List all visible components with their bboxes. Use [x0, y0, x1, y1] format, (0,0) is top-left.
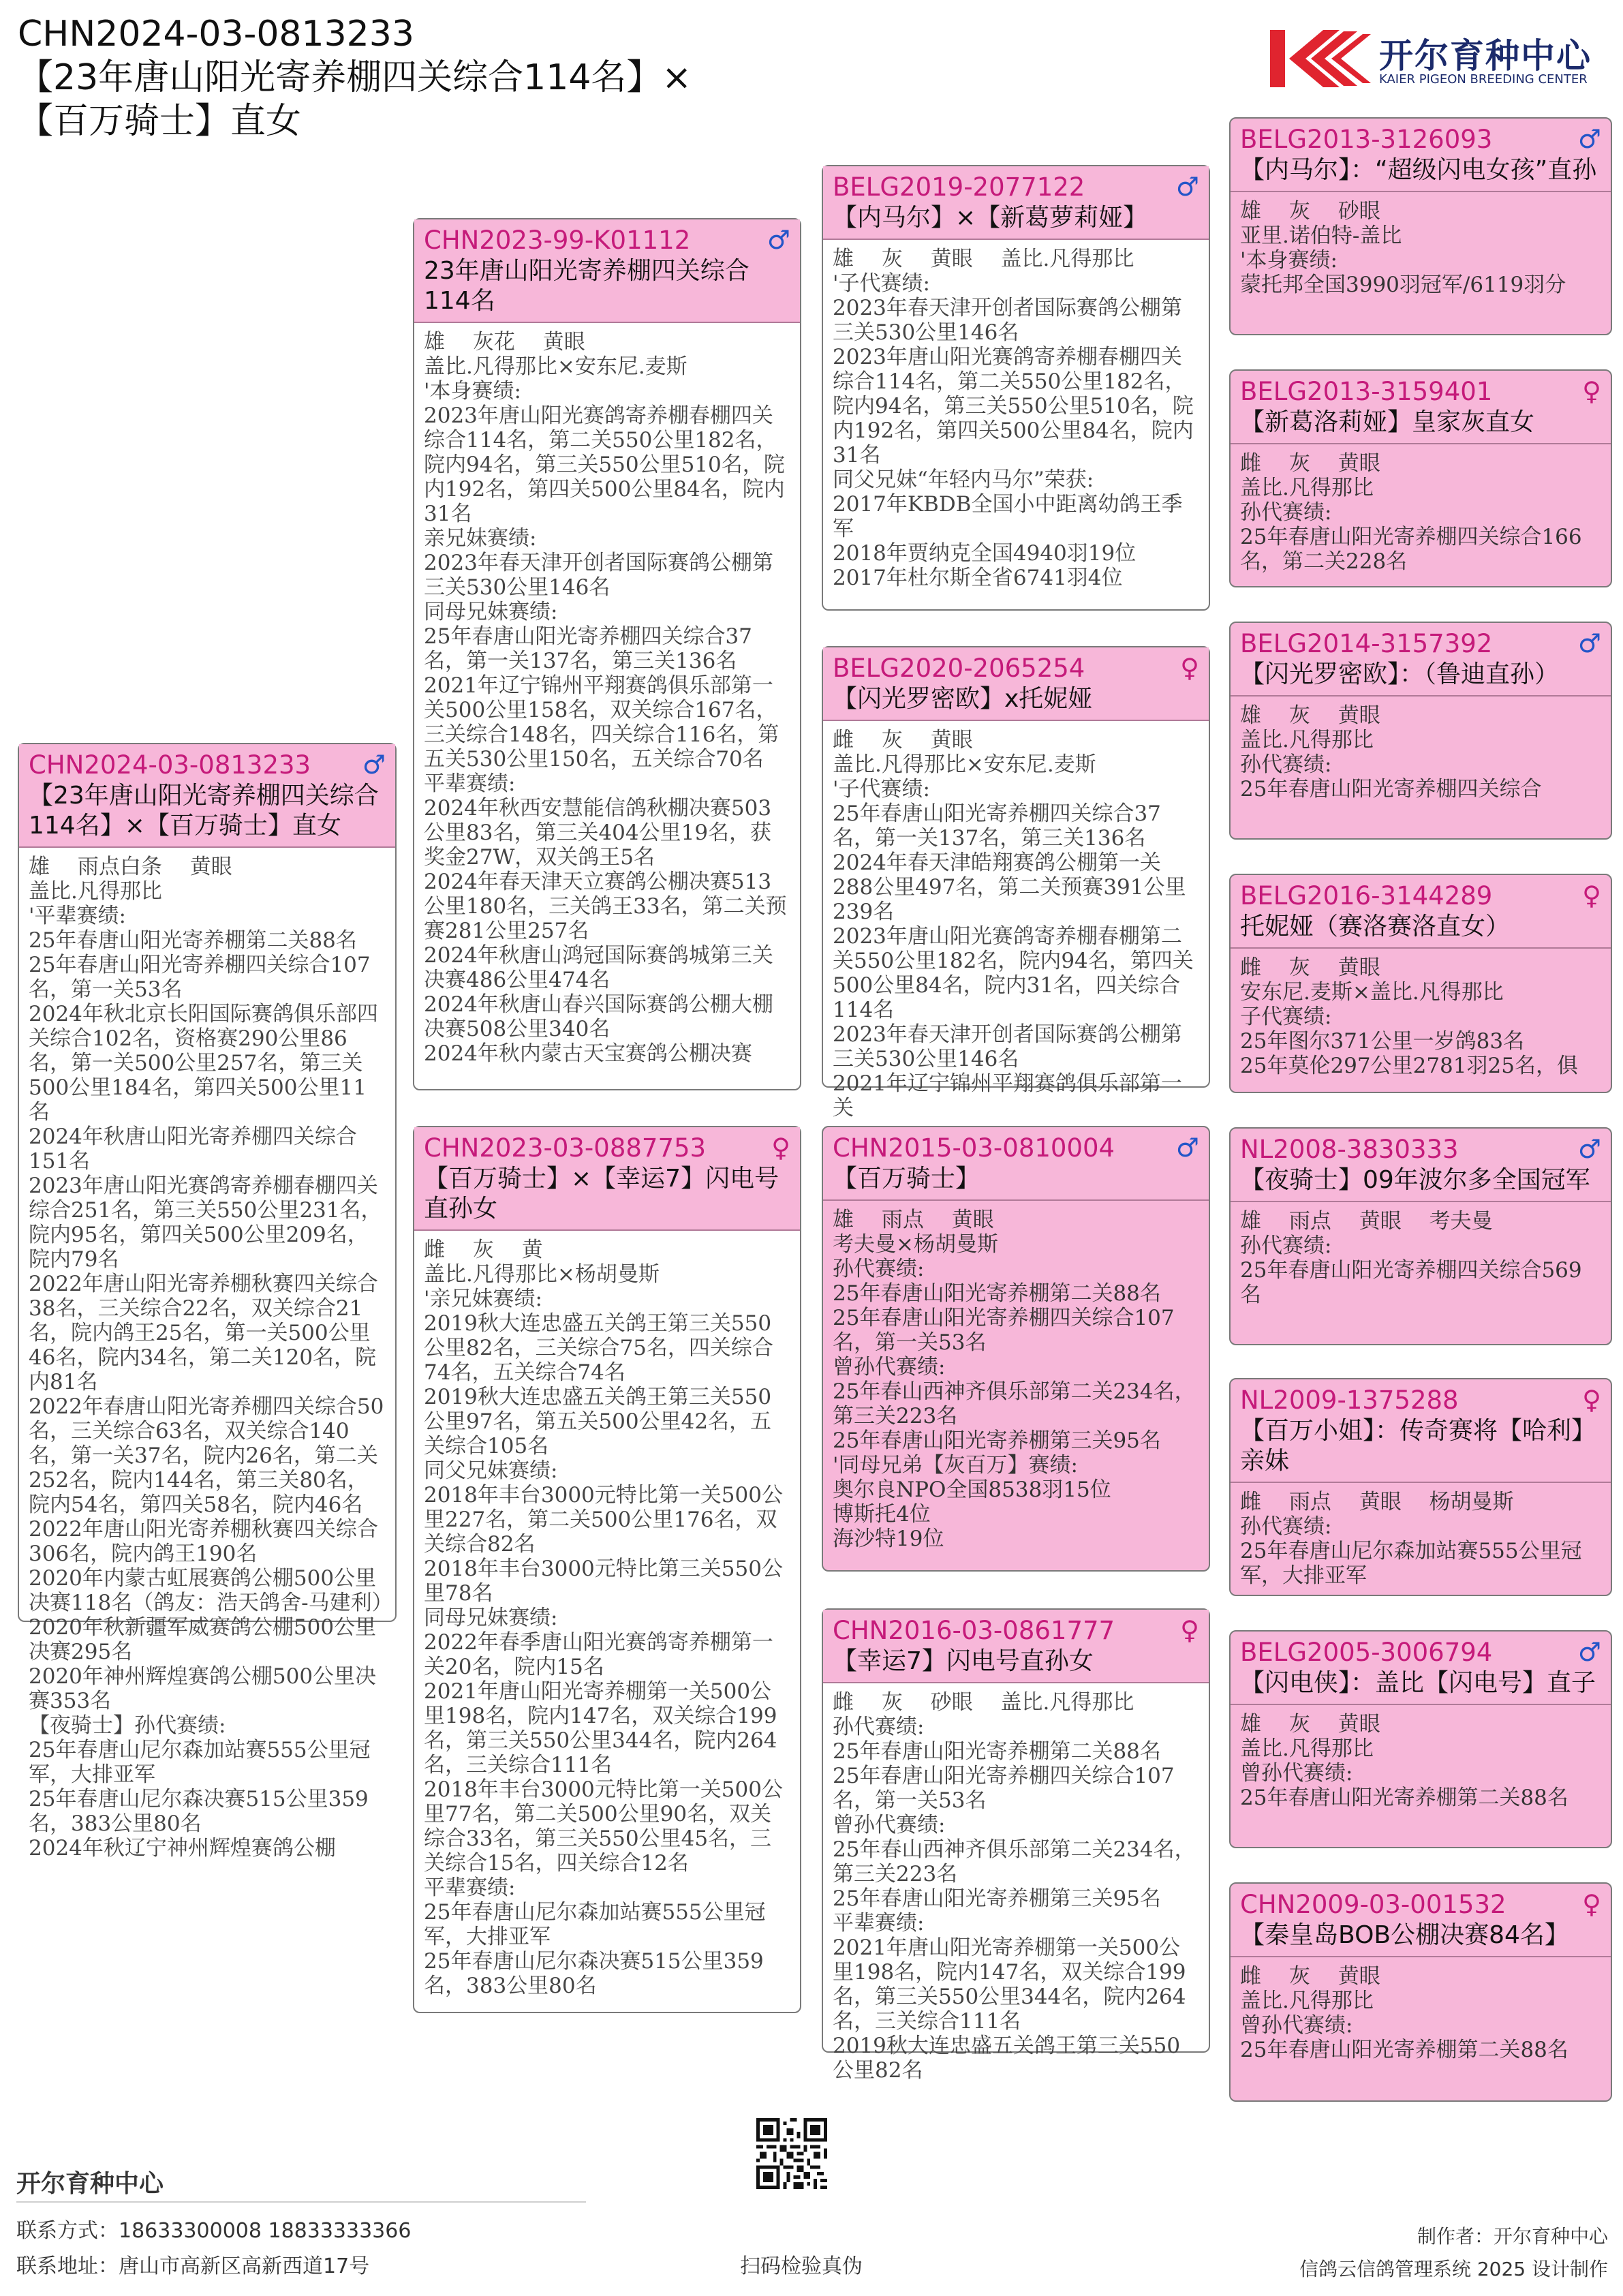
- record-line: 25年春唐山阳光寄养棚第二关88名: [833, 1739, 1161, 1764]
- kaier-logo: [1269, 20, 1609, 95]
- pigeon-name: 【百万骑士】: [833, 1165, 980, 1193]
- male-symbol-icon: ♂: [1175, 172, 1199, 202]
- record-line: 2022年唐山阳光寄养棚秋赛四关综合38名，三关综合22名，双关综合21名，院内鸽王25名，第一关500公里46名，院内34名，第二关120名，院内81名: [29, 1272, 378, 1394]
- record-line: 亚里.诺伯特-盖比: [1240, 224, 1402, 248]
- card-header: [823, 166, 1209, 240]
- record-line: 2021年唐山阳光寄养棚第一关500公里198名，院内147名，双关综合199名，第三关550公里344名，院内264名，三关综合111名: [424, 1679, 777, 1777]
- card-dss[interactable]: [1229, 1127, 1612, 1345]
- record-line: 25年春唐山阳光寄养棚四关综合: [1240, 777, 1542, 801]
- record-line: 2023年唐山阳光赛鸽寄养棚春棚四关综合114名，第二关550公里182名，院内94名，第三关550公里510名，院内192名，第四关500公里84名，院内31名: [833, 345, 1194, 468]
- card-header: [1231, 1129, 1611, 1202]
- ring-number: BELG2013-3126093: [1240, 125, 1493, 154]
- female-symbol-icon: ♀: [1582, 376, 1601, 406]
- record-line: 雌 雨点 黄眼 杨胡曼斯: [1240, 1490, 1514, 1514]
- record-line: 2022年春季唐山阳光赛鸽寄养棚第一关20名，院内15名: [424, 1630, 773, 1679]
- card-dam-sire[interactable]: [822, 1126, 1210, 1572]
- record-line: 2023年唐山阳光赛鸽寄养棚春棚四关综合114名，第二关550公里182名，院内94名，第三关550公里510名，院内192名，第四关500公里84名，院内31名: [424, 403, 785, 526]
- record-line: 25年春唐山阳光寄养棚四关综合107名，第一关53名: [833, 1306, 1175, 1355]
- record-line: 雌 灰 黄眼: [833, 728, 973, 752]
- pigeon-name: 【夜骑士】09年波尔多全国冠军: [1240, 1166, 1590, 1194]
- card-body: [1231, 949, 1611, 1085]
- card-header: [19, 744, 395, 848]
- card-header: [414, 219, 800, 323]
- record-line: 2024年秋唐山阳光寄养棚四关综合151名: [29, 1124, 357, 1174]
- record-line: 曾孙代赛绩:: [1240, 1761, 1353, 1786]
- record-line: '子代赛绩:: [833, 271, 930, 296]
- card-ddd[interactable]: [1229, 1882, 1612, 2102]
- title-ring: CHN2024-03-0813233: [18, 14, 414, 55]
- record-line: 2018年贾纳克全国4940羽19位: [833, 541, 1137, 566]
- record-line: 2017年杜尔斯全省6741羽4位: [833, 566, 1123, 590]
- footer-phone: 联系方式：18633300008 18833333366: [16, 2219, 412, 2243]
- title-line-2: 【百万骑士】直女: [18, 101, 302, 142]
- record-line: 2018年丰台3000元特比第一关500公里227名，第二关500公里176名，双关综合82名: [424, 1483, 783, 1557]
- record-line: '本身赛绩:: [1240, 248, 1338, 273]
- record-line: 2024年秋辽宁神州辉煌赛鸽公棚: [29, 1836, 336, 1861]
- card-header: [823, 1127, 1209, 1201]
- record-line: 2023年春天津开创者国际赛鸽公棚第三关530公里146名: [833, 296, 1182, 345]
- card-sire[interactable]: [413, 218, 801, 1090]
- record-line: 2023年唐山阳光赛鸽寄养棚春棚第二关550公里182名，院内94名，第四关500公里84名，院内31名，四关综合114名: [833, 924, 1194, 1022]
- pigeon-name: 【内马尔】：“超级闪电女孩”直孙: [1240, 156, 1597, 184]
- record-line: 考夫曼×杨胡曼斯: [833, 1232, 998, 1257]
- ring-number: NL2009-1375288: [1240, 1386, 1459, 1415]
- record-line: 蒙托邦全国3990羽冠军/6119羽分: [1240, 273, 1566, 297]
- ring-number: CHN2024-03-0813233: [29, 750, 311, 780]
- record-line: 雄 灰 黄眼: [1240, 1712, 1380, 1736]
- title-line-1: 【23年唐山阳光寄养棚四关综合114名】×: [18, 57, 692, 98]
- record-line: 2019秋大连忠盛五关鸽王第三关550公里82名，三关综合75名，四关综合74名，五关综合74名: [424, 1311, 773, 1385]
- record-line: 雄 灰 砂眼: [1240, 199, 1380, 224]
- record-line: 孙代赛绩:: [1240, 1234, 1332, 1258]
- record-line: 25年春唐山尼尔森加站赛555公里冠军，大排亚军: [1240, 1539, 1582, 1588]
- record-line: 2020年内蒙古虹展赛鸽公棚500公里决赛118名（鸽友：浩天鸽舍-马建利）: [29, 1566, 393, 1615]
- record-line: 25年春唐山尼尔森加站赛555公里冠军，大排亚军: [29, 1738, 371, 1787]
- record-line: 25年莫伦297公里2781羽25名，俱: [1240, 1054, 1578, 1078]
- record-line: 2019秋大连忠盛五关鸽王第三关550公里97名，第五关500公里42名，五关综合105名: [424, 1385, 772, 1458]
- record-line: 盖比.凡得那比: [1240, 728, 1374, 752]
- record-line: 2024年秋内蒙古天宝赛鸽公棚决赛: [424, 1041, 752, 1066]
- card-dds[interactable]: [1229, 1630, 1612, 1848]
- record-line: 25年图尔371公里一岁鸽83名: [1240, 1029, 1525, 1054]
- record-line: 子代赛绩:: [1240, 1005, 1332, 1029]
- ring-number: CHN2009-03-001532: [1240, 1890, 1506, 1919]
- record-line: 曾孙代赛绩:: [833, 1813, 946, 1837]
- record-line: 雄 灰花 黄眼: [424, 330, 585, 354]
- record-line: 盖比.凡得那比: [1240, 476, 1374, 500]
- card-dsd[interactable]: [1229, 1378, 1612, 1596]
- card-body: [414, 1231, 800, 2005]
- male-symbol-icon: ♂: [1175, 1133, 1199, 1163]
- card-ssd[interactable]: [1229, 369, 1612, 587]
- record-line: 25年春唐山阳光寄养棚第二关88名: [1240, 1786, 1568, 1810]
- male-symbol-icon: ♂: [1577, 1637, 1601, 1667]
- record-line: 2024年春天津天立赛鸽公棚决赛513公里180名，三关鸽王33名，第二关预赛281公里257名: [424, 870, 787, 943]
- ring-number: BELG2013-3159401: [1240, 377, 1493, 406]
- record-line: 2019秋大连忠盛五关鸽王第三关550公里82名: [833, 2034, 1181, 2083]
- record-line: 2020年秋新疆军威赛鸽公棚500公里决赛295名: [29, 1615, 377, 1664]
- card-header: [1231, 1379, 1611, 1483]
- card-body: [823, 1683, 1209, 2090]
- record-line: 25年春唐山尼尔森决赛515公里359名，383公里80名: [424, 1949, 764, 1998]
- record-line: 2018年丰台3000元特比第三关550公里78名: [424, 1557, 783, 1606]
- record-line: 雄 灰 黄眼: [1240, 703, 1380, 728]
- record-line: 亲兄妹赛绩:: [424, 526, 537, 551]
- pigeon-name: 【闪光罗密欧】x托妮娅: [833, 685, 1093, 713]
- card-header: [823, 1610, 1209, 1683]
- ring-number: CHN2015-03-0810004: [833, 1133, 1115, 1163]
- ring-number: BELG2020-2065254: [833, 654, 1085, 683]
- card-header: [1231, 623, 1611, 697]
- card-body: [19, 848, 395, 1867]
- card-sire-dam[interactable]: [822, 646, 1210, 1120]
- pigeon-name: 23年唐山阳光寄养棚四关综合114名: [424, 257, 749, 315]
- ring-number: BELG2014-3157392: [1240, 629, 1493, 658]
- record-line: 盖比.凡得那比×安东尼.麦斯: [424, 354, 687, 379]
- record-line: 25年春唐山尼尔森加站赛555公里冠军，大排亚军: [424, 1900, 766, 1949]
- record-line: 盖比.凡得那比: [29, 879, 162, 904]
- record-line: 25年春唐山阳光寄养棚四关综合37名，第一关137名，第三关136名: [833, 801, 1161, 851]
- card-subject[interactable]: [18, 743, 397, 1861]
- card-body: [1231, 444, 1611, 581]
- male-symbol-icon: ♂: [767, 225, 790, 255]
- logo-chinese-name: 开尔育种中心: [1379, 36, 1592, 76]
- record-line: '子代赛绩:: [833, 777, 930, 801]
- record-line: 2021年辽宁锦州平翔赛鸽俱乐部第一关: [833, 1071, 1182, 1120]
- record-line: 盖比.凡得那比×杨胡曼斯: [424, 1262, 660, 1287]
- record-line: 25年春唐山阳光寄养棚第二关88名: [1240, 2038, 1568, 2062]
- record-line: '平辈赛绩:: [29, 904, 126, 928]
- record-line: 雄 灰 黄眼 盖比.凡得那比: [833, 247, 1134, 271]
- card-body: [1231, 192, 1611, 304]
- footer-maker: 制作者：开尔育种中心: [1417, 2225, 1608, 2248]
- pedigree-title: [18, 12, 835, 143]
- pigeon-name: 【内马尔】×【新葛萝莉娅】: [833, 204, 1148, 232]
- record-line: 2018年丰台3000元特比第一关500公里77名，第二关500公里90名，双关综合33名，第三关550公里45名，三关综合15名，四关综合12名: [424, 1777, 783, 1876]
- record-line: '同母兄弟【灰百万】赛绩:: [833, 1453, 1078, 1478]
- record-line: 2021年辽宁锦州平翔赛鸽俱乐部第一关500公里158名，双关综合167名，三关综合148名，四关综合116名，第五关530公里150名，五关综合70名: [424, 673, 779, 771]
- record-line: 25年春唐山阳光寄养棚第三关95名: [833, 1886, 1161, 1911]
- footer-address: 联系地址：唐山市高新区高新西道17号: [16, 2254, 370, 2278]
- card-body: [414, 323, 800, 1073]
- record-line: 孙代赛绩:: [833, 1715, 925, 1739]
- record-line: 【夜骑士】孙代赛绩:: [29, 1713, 226, 1738]
- record-line: 2023年春天津开创者国际赛鸽公棚第三关530公里146名: [424, 551, 773, 600]
- card-dam-dam[interactable]: [822, 1608, 1210, 2083]
- record-line: 2024年秋西安慧能信鸽秋棚决赛503公里83名，第三关404公里19名，获奖金27W，双关鸽王5名: [424, 796, 772, 870]
- qr-code-icon[interactable]: [756, 2118, 827, 2189]
- footer-company-name: 开尔育种中心: [16, 2170, 164, 2198]
- pigeon-name: 【闪电侠】：盖比【闪电号】直子: [1240, 1669, 1596, 1697]
- record-line: 25年春唐山阳光寄养棚四关综合37名，第一关137名，第三关136名: [424, 624, 752, 673]
- female-symbol-icon: ♀: [771, 1133, 790, 1163]
- pigeon-name: 托妮娅（赛洛赛洛直女）: [1240, 913, 1511, 940]
- record-line: 平辈赛绩:: [424, 771, 516, 796]
- card-header: [1231, 119, 1611, 192]
- record-line: 孙代赛绩:: [1240, 500, 1332, 525]
- record-line: 2024年秋唐山鸿冠国际赛鸽城第三关决赛486公里474名: [424, 943, 773, 992]
- record-line: 平辈赛绩:: [424, 1876, 516, 1900]
- record-line: 雄 雨点 黄眼 考夫曼: [1240, 1209, 1493, 1234]
- qr-verify-label: 扫码检验真伪: [740, 2254, 863, 2278]
- ring-number: NL2008-3830333: [1240, 1135, 1459, 1164]
- pigeon-name: 【闪光罗密欧】：（鲁迪直孙）: [1240, 660, 1560, 688]
- footer-divider: [16, 2201, 586, 2203]
- female-symbol-icon: ♀: [1582, 1889, 1601, 1919]
- record-line: 25年春山西神齐俱乐部第二关234名，第三关223名: [833, 1837, 1196, 1886]
- record-line: 同母兄妹赛绩:: [424, 600, 558, 624]
- male-symbol-icon: ♂: [1577, 124, 1601, 154]
- ring-number: CHN2023-03-0887753: [424, 1133, 707, 1163]
- record-line: 同母兄妹赛绩:: [424, 1606, 558, 1630]
- footer-credits: [1299, 2220, 1608, 2286]
- kaier-logo-icon: [1269, 25, 1371, 93]
- ring-number: BELG2016-3144289: [1240, 881, 1493, 910]
- record-line: 盖比.凡得那比: [1240, 1736, 1374, 1761]
- record-line: 雌 灰 黄眼: [1240, 1964, 1380, 1989]
- footer-contact-block: [16, 2214, 411, 2284]
- card-body: [823, 721, 1209, 1127]
- card-sire-sire[interactable]: [822, 165, 1210, 611]
- card-header: [823, 647, 1209, 721]
- card-body: [1231, 1483, 1611, 1595]
- card-sds[interactable]: [1229, 622, 1612, 840]
- record-line: 雌 灰 黄眼: [1240, 955, 1380, 980]
- record-line: 曾孙代赛绩:: [1240, 2013, 1353, 2038]
- record-line: 2017年KBDB全国小中距离幼鸽王季军: [833, 492, 1183, 541]
- pigeon-name: 【百万小姐】：传奇赛将【哈利】亲妹: [1240, 1417, 1596, 1475]
- pigeon-name: 【幸运7】闪电号直孙女: [833, 1647, 1094, 1675]
- record-line: 同父兄妹赛绩:: [424, 1458, 558, 1483]
- record-line: 博斯托4位: [833, 1502, 931, 1527]
- record-line: 雄 雨点白条 黄眼: [29, 855, 232, 879]
- record-line: 雌 灰 砂眼 盖比.凡得那比: [833, 1690, 1134, 1715]
- male-symbol-icon: ♂: [1577, 1134, 1601, 1164]
- male-symbol-icon: ♂: [1577, 628, 1601, 658]
- record-line: 平辈赛绩:: [833, 1911, 925, 1935]
- record-line: 25年春唐山阳光寄养棚四关综合107名，第一关53名: [833, 1764, 1175, 1813]
- record-line: 盖比.凡得那比×安东尼.麦斯: [833, 752, 1096, 777]
- footer-system: 信鸽云信鸽管理系统 2025 设计制作: [1299, 2258, 1608, 2280]
- card-body: [1231, 1705, 1611, 1817]
- record-line: 2023年春天津开创者国际赛鸽公棚第三关530公里146名: [833, 1022, 1182, 1071]
- record-line: 雌 灰 黄眼: [1240, 451, 1380, 476]
- female-symbol-icon: ♀: [1180, 1615, 1199, 1645]
- record-line: 25年春山西神齐俱乐部第二关234名，第三关223名: [833, 1379, 1196, 1428]
- record-line: 25年春唐山阳光寄养棚第三关95名: [833, 1428, 1161, 1453]
- record-line: 25年春唐山阳光寄养棚四关综合107名，第一关53名: [29, 953, 371, 1002]
- female-symbol-icon: ♀: [1582, 1385, 1601, 1415]
- record-line: 2023年唐山阳光赛鸽寄养棚春棚四关综合251名，第三关550公里231名，院内95名，第四关500公里209名，院内79名: [29, 1174, 382, 1272]
- male-symbol-icon: ♂: [362, 750, 386, 780]
- record-line: 2024年春天津皓翔赛鸽公棚第一关288公里497名，第二关预赛391公里239名: [833, 851, 1186, 924]
- female-symbol-icon: ♀: [1582, 881, 1601, 910]
- record-line: 海沙特19位: [833, 1527, 944, 1551]
- pigeon-name: 【秦皇岛BOB公棚决赛84名】: [1240, 1921, 1569, 1949]
- record-line: 安东尼.麦斯×盖比.凡得那比: [1240, 980, 1504, 1005]
- ring-number: BELG2019-2077122: [833, 172, 1085, 202]
- card-body: [823, 1201, 1209, 1558]
- record-line: 25年春唐山阳光寄养棚四关综合569名: [1240, 1258, 1582, 1307]
- logo-english-name: KAIER PIGEON BREEDING CENTER: [1379, 72, 1588, 87]
- card-header: [1231, 875, 1611, 949]
- record-line: 曾孙代赛绩:: [833, 1355, 946, 1379]
- record-line: 2024年秋北京长阳国际赛鸽俱乐部四关综合102名，资格赛290公里86名，第一关500公里257名，第三关500公里184名，第四关500公里11名: [29, 1002, 378, 1124]
- card-header: [414, 1127, 800, 1231]
- card-body: [1231, 697, 1611, 808]
- record-line: 雄 雨点 黄眼: [833, 1208, 994, 1232]
- pigeon-name: 【百万骑士】×【幸运7】闪电号直孙女: [424, 1165, 779, 1223]
- record-line: '亲兄妹赛绩:: [424, 1287, 542, 1311]
- ring-number: CHN2016-03-0861777: [833, 1616, 1115, 1645]
- record-line: 孙代赛绩:: [1240, 1514, 1332, 1539]
- ring-number: CHN2023-99-K01112: [424, 226, 691, 255]
- record-line: 2024年秋唐山春兴国际赛鸽公棚大棚决赛508公里340名: [424, 992, 773, 1041]
- record-line: 25年春唐山尼尔森决赛515公里359名，383公里80名: [29, 1787, 369, 1836]
- card-header: [1231, 1884, 1611, 1957]
- record-line: 25年春唐山阳光寄养棚四关综合166名，第二关228名: [1240, 525, 1582, 574]
- record-line: 2022年春唐山阳光寄养棚四关综合50名，三关综合63名，双关综合140名，第一关37名，院内26名，第二关252名，院内144名，第三关80名，院内54名，第四关58名，院内46名: [29, 1394, 384, 1517]
- card-sss[interactable]: [1229, 117, 1612, 335]
- record-line: 雌 灰 黄: [424, 1238, 543, 1262]
- card-body: [823, 240, 1209, 597]
- pigeon-name: 【新葛洛莉娅】皇家灰直女: [1240, 408, 1535, 436]
- record-line: 孙代赛绩:: [1240, 752, 1332, 777]
- card-body: [1231, 1202, 1611, 1314]
- record-line: 2022年唐山阳光寄养棚秋赛四关综合306名，院内鸽王190名: [29, 1517, 378, 1566]
- record-line: 2021年唐山阳光寄养棚第一关500公里198名，院内147名，双关综合199名，第三关550公里344名，院内264名，三关综合111名: [833, 1935, 1186, 2034]
- card-sdd[interactable]: [1229, 874, 1612, 1093]
- record-line: 盖比.凡得那比: [1240, 1989, 1374, 2013]
- female-symbol-icon: ♀: [1180, 653, 1199, 683]
- record-line: 孙代赛绩:: [833, 1257, 925, 1281]
- card-header: [1231, 1632, 1611, 1705]
- ring-number: BELG2005-3006794: [1240, 1638, 1493, 1667]
- record-line: 25年春唐山阳光寄养棚第二关88名: [833, 1281, 1161, 1306]
- record-line: 2020年神州辉煌赛鸽公棚500公里决赛353名: [29, 1664, 377, 1713]
- record-line: 25年春唐山阳光寄养棚第二关88名: [29, 928, 357, 953]
- record-line: '本身赛绩:: [424, 379, 521, 403]
- record-line: 同父兄妹“年轻内马尔”荣获:: [833, 468, 1094, 492]
- record-line: 奥尔良NPO全国8538羽15位: [833, 1478, 1111, 1502]
- card-dam[interactable]: [413, 1126, 801, 2013]
- pigeon-name: 【23年唐山阳光寄养棚四关综合114名】×【百万骑士】直女: [29, 782, 379, 840]
- card-body: [1231, 1957, 1611, 2069]
- card-header: [1231, 371, 1611, 444]
